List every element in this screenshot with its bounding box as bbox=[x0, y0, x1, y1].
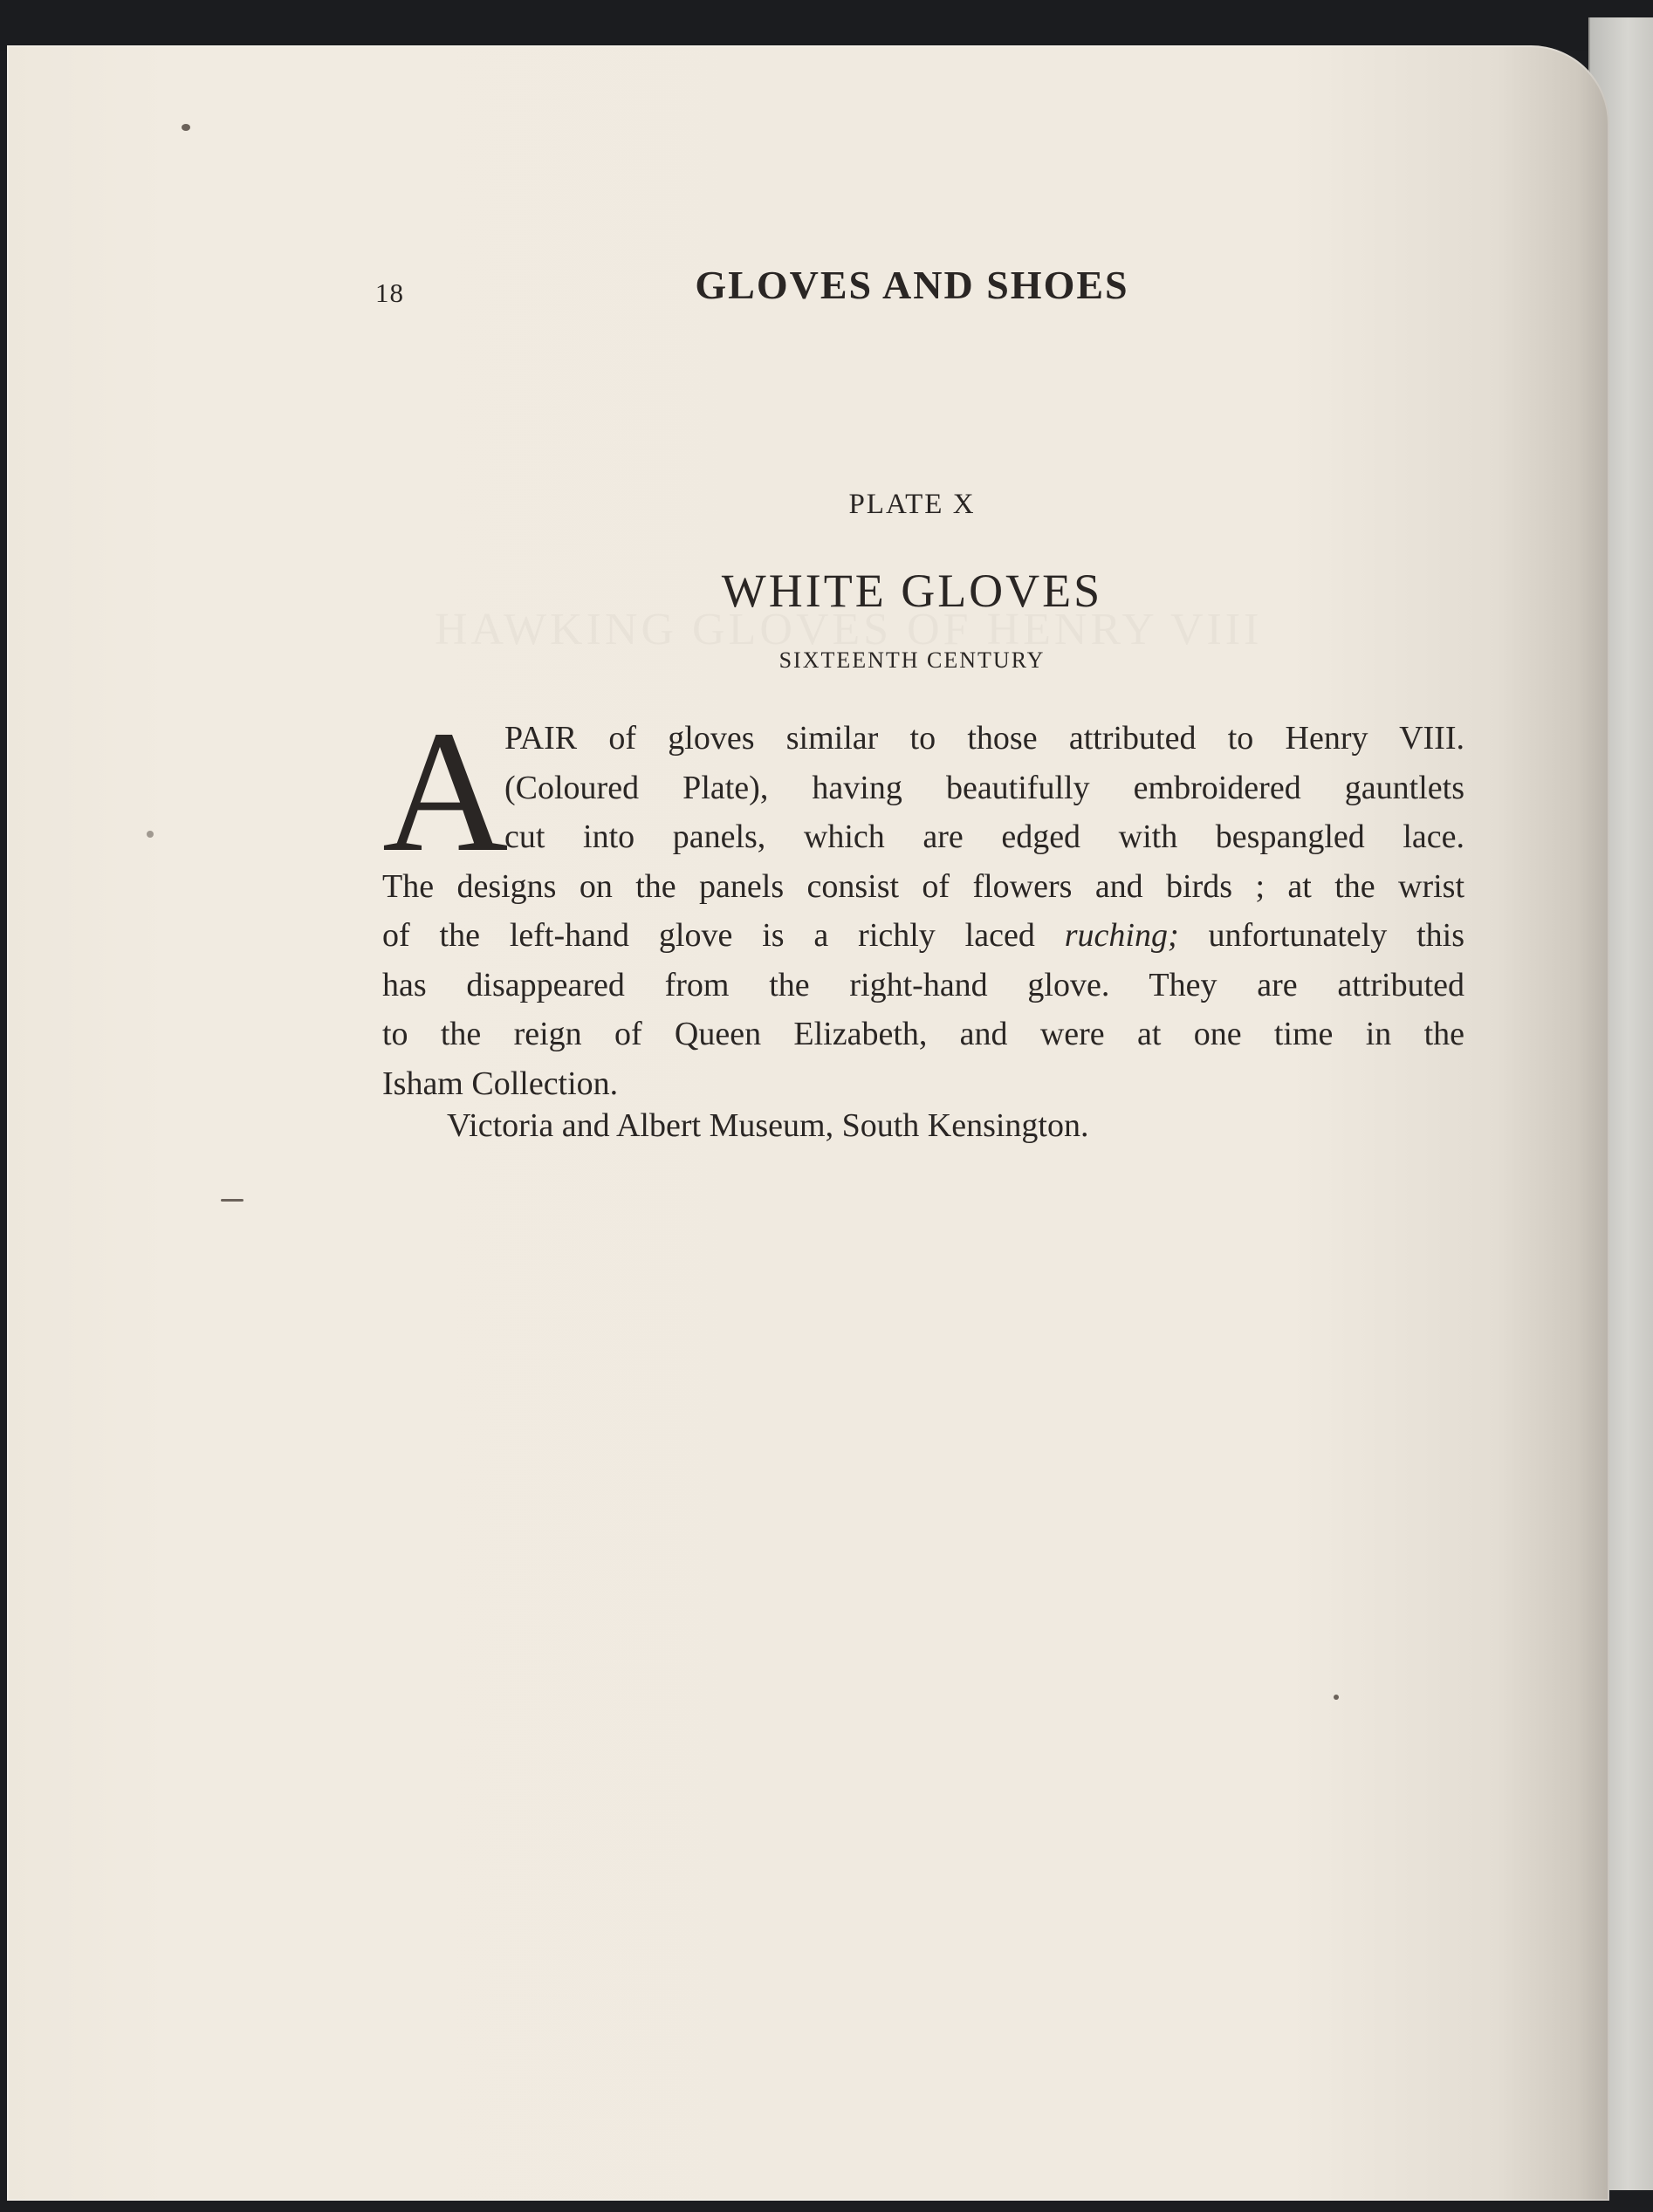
page-number: 18 bbox=[375, 277, 404, 308]
body-line: PAIR of gloves similar to those attributed to Henry VIII. bbox=[504, 720, 1464, 757]
show-through-text: HAWKING GLOVES OF HENRY VIII bbox=[435, 605, 1263, 654]
museum-location: Victoria and Albert Museum, South Kensington. bbox=[447, 1107, 1089, 1144]
body-line: The designs on the panels consist of flowers and birds ; at the wrist bbox=[382, 867, 1464, 905]
body-line: to the reign of Queen Elizabeth, and were at one time in the bbox=[382, 1016, 1464, 1052]
drop-cap: A bbox=[382, 695, 509, 888]
paper-speck bbox=[147, 831, 154, 838]
italic-term: ruching; bbox=[1064, 917, 1179, 954]
body-text-segment: unfortunately this bbox=[1208, 917, 1464, 954]
body-line: Isham Collection. bbox=[382, 1065, 619, 1102]
body-line: (Coloured Plate), having beautifully embroidered gauntlets bbox=[504, 769, 1464, 806]
body-text-segment: of the left-hand glove is a richly laced bbox=[382, 917, 1035, 954]
plate-subtitle: SIXTEENTH CENTURY bbox=[778, 647, 1046, 673]
scan-backdrop bbox=[0, 0, 1653, 51]
paper-speck bbox=[182, 124, 190, 131]
paper-speck bbox=[221, 1199, 243, 1202]
body-line bbox=[382, 911, 1464, 961]
body-line: cut into panels, which are edged with bespangled lace. bbox=[504, 818, 1464, 855]
running-title: GLOVES AND SHOES bbox=[695, 263, 1129, 307]
body-paragraph bbox=[382, 695, 1464, 1108]
plate-title: WHITE GLOVES bbox=[721, 565, 1103, 617]
plate-label: PLATE X bbox=[848, 489, 976, 520]
body-line: has disappeared from the right-hand glove. They are attributed bbox=[382, 966, 1464, 1003]
paper-speck bbox=[1334, 1695, 1339, 1700]
